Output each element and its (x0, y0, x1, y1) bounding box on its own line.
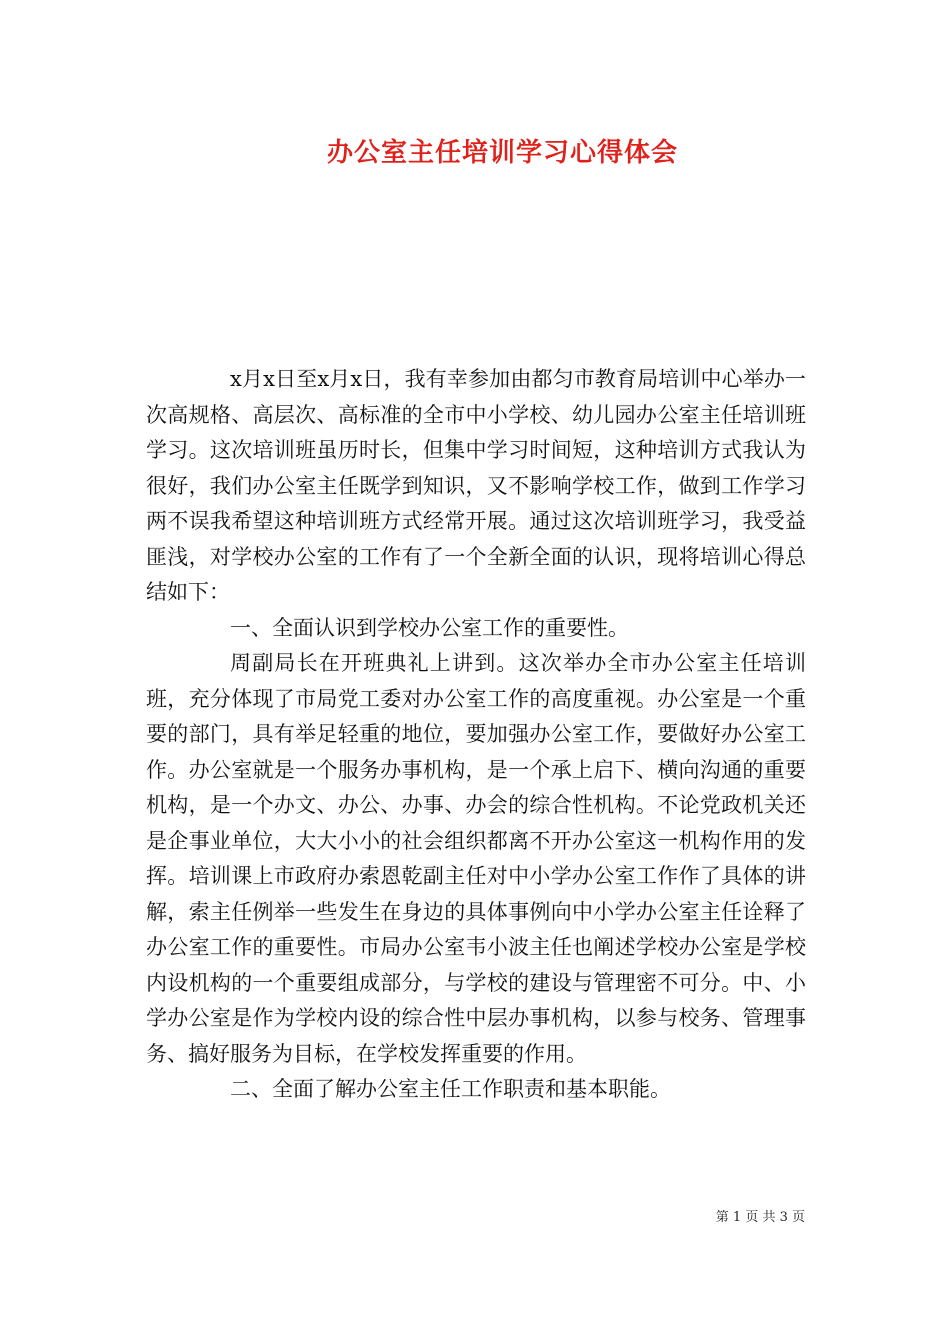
paragraph-intro: x月x日至x月x日，我有幸参加由都匀市教育局培训中心举办一次高规格、高层次、高标准的全市中小学校、幼儿园办公室主任培训班学习。这次培训班虽历时长，但集中学习时间短，这种培训方式我认为很好，我们办公室主任既学到知识，又不影响学校工作，做到工作学习两不误我希望这种培训班方式经常开展。通过这次培训班学习，我受益匪浅，对学校办公室的工作有了一个全新全面的认识，现将培训心得总结如下： (146, 367, 806, 604)
page-footer: 第 1 页 共 3 页 (715, 1210, 805, 1225)
paragraph-heading-1: 一、全面认识到学校办公室工作的重要性。 (230, 615, 629, 640)
document-title: 办公室主任培训学习心得体会 (326, 138, 678, 168)
document-body (146, 362, 806, 1108)
paragraph-section-1: 周副局长在开班典礼上讲到。这次举办全市办公室主任培训班，充分体现了市局党工委对办公室工作的高度重视。办公室是一个重要的部门，具有举足轻重的地位，要加强办公室工作，要做好办公室工作。办公室就是一个服务办事机构，是一个承上启下、横向沟通的重要机构，是一个办文、办公、办事、办会的综合性机构。不论党政机关还是企事业单位，大大小小的社会组织都离不开办公室这一机构作用的发挥。培训课上市政府办索恩乾副主任对中小学办公室工作作了具体的讲解，索主任例举一些发生在身边的具体事例向中小学办公室主任诠释了办公室工作的重要性。市局办公室韦小波主任也阐述学校办公室是学校内设机构的一个重要组成部分，与学校的建设与管理密不可分。中、小学办公室是作为学校内设的综合性中层办事机构，以参与校务、管理事务、搞好服务为目标，在学校发挥重要的作用。 (146, 651, 806, 1066)
paragraph-heading-2: 二、全面了解办公室主任工作职责和基本职能。 (230, 1077, 671, 1101)
